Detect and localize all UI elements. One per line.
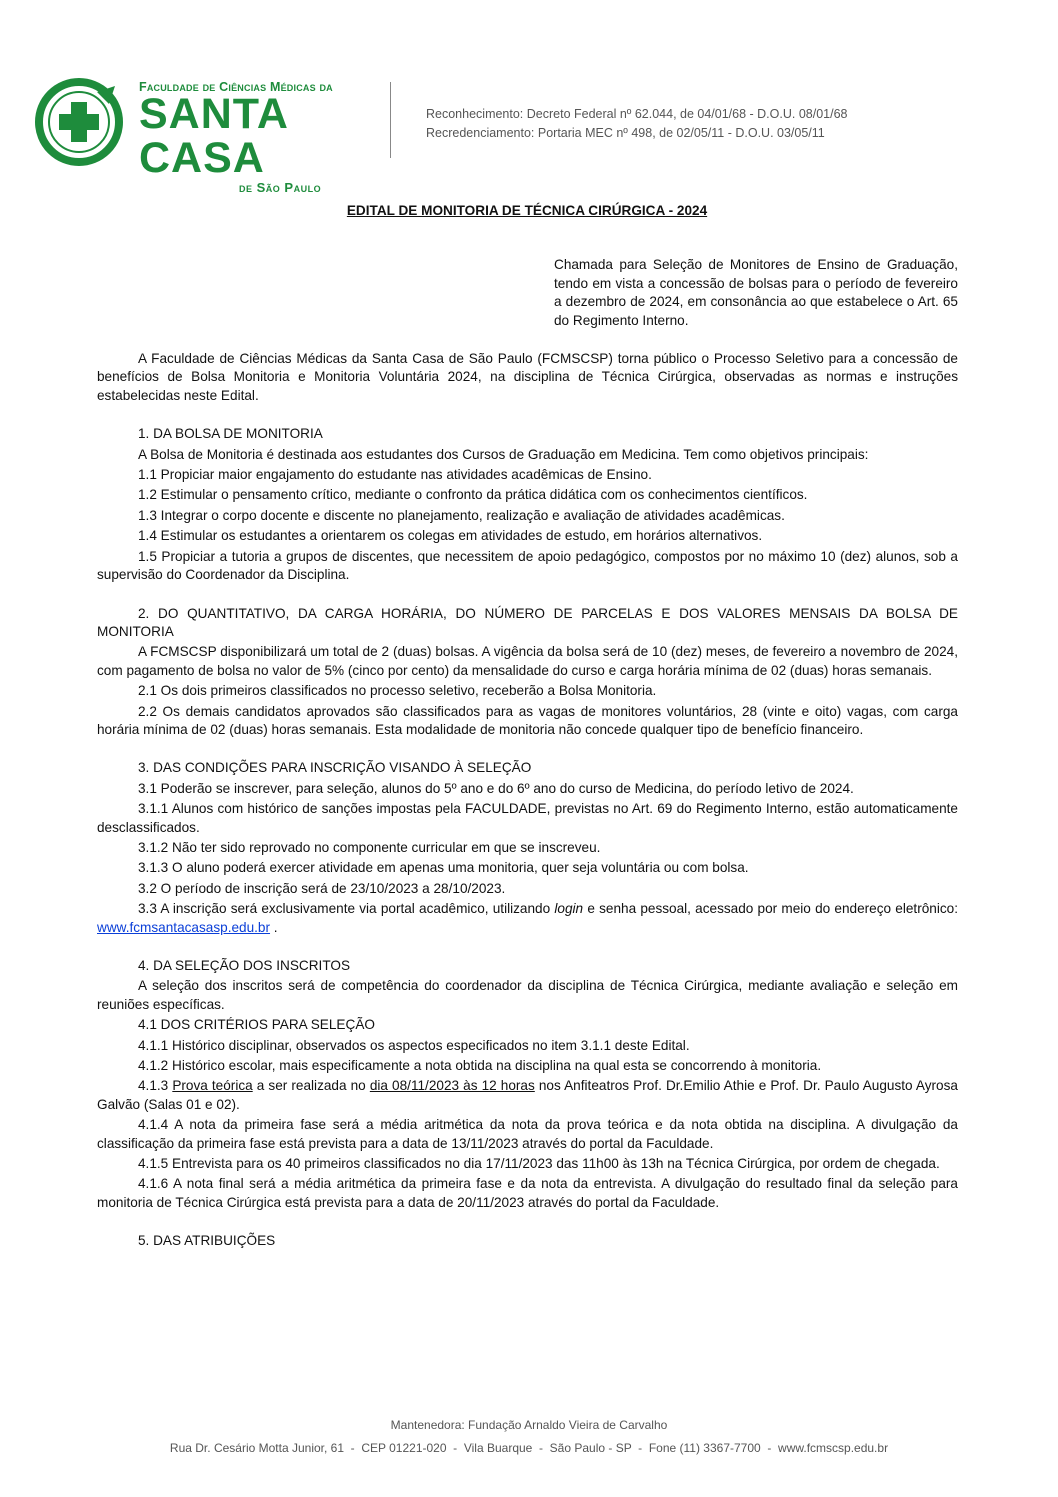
list-item: 3.1.1 Alunos com histórico de sanções impostas pela FACULDADE, previstas no Art. 69 do Regimento Interno, estão automaticamente desclassificados.: [97, 801, 958, 835]
list-item: 1.5 Propiciar a tutoria a grupos de discentes, que necessitem de apoio pedagógico, compostos por no máximo 10 (dez) alunos, sob a supervisão do Coordenador da Disciplina.: [97, 548, 958, 583]
section-2-lead: A FCMSCSP disponibilizará um total de 2 (duas) bolsas. A vigência da bolsa será de 10 (dez) meses, de fevereiro a novembro de 2024, com pagamento de bolsa no valor de 5% (cinco por cento) da mensalidade do curso e carga horária mínima de 02 (duas) horas semanais.: [97, 644, 958, 678]
list-item: 1.1 Propiciar maior engajamento do estudante nas atividades acadêmicas de Ensino.: [138, 467, 652, 483]
item-3-3-end: .: [270, 919, 278, 935]
item-4-1-3-num: 4.1.3: [138, 1078, 173, 1094]
section-4-lead: A seleção dos inscritos será de competência do coordenador da disciplina de Técnica Cirúrgica, mediante avaliação e seleção em reuniões específicas.: [97, 978, 958, 1012]
page-footer: [0, 1414, 1058, 1460]
institution-logo: [139, 80, 399, 195]
section-4-1-heading: 4.1 DOS CRITÉRIOS PARA SELEÇÃO: [138, 1017, 375, 1033]
item-4-1-3-mid: a ser realizada no: [252, 1078, 370, 1094]
section-1-heading: 1. DA BOLSA DE MONITORIA: [138, 426, 323, 442]
logo-line3: de São Paulo: [239, 180, 322, 195]
item-4-1-3-date: dia 08/11/2023 às 12 horas: [369, 1078, 535, 1094]
list-item: 1.4 Estimular os estudantes a orientarem os colegas em atividades de estudo, em horários alternativos.: [138, 528, 763, 544]
list-item-4-1-3: [97, 1077, 958, 1114]
section-2-heading: 2. DO QUANTITATIVO, DA CARGA HORÁRIA, DO NÚMERO DE PARCELAS E DOS VALORES MENSAIS DA BOLSA DE MONITORIA: [97, 605, 958, 639]
list-item: 4.1.4 A nota da primeira fase será a média aritmética da nota da prova teórica e da nota obtida na disciplina. A divulgação da classificação da primeira fase está prevista para a data de 13/11/2023 através do portal da Faculdade.: [97, 1117, 958, 1151]
section-3-heading: 3. DAS CONDIÇÕES PARA INSCRIÇÃO VISANDO À SELEÇÃO: [138, 760, 532, 776]
cross-emblem-icon: [35, 78, 127, 166]
list-item: 1.3 Integrar o corpo docente e discente no planejamento, realização e avaliação de atividades acadêmicas.: [138, 507, 785, 523]
list-item: 4.1.6 A nota final será a média aritmética da primeira fase e da nota da entrevista. A divulgação do resultado final da seleção para monitoria de Técnica Cirúrgica está prevista para a data de 20/11/2023 através do portal da Faculdade.: [97, 1176, 958, 1210]
item-3-3-text: 3.3 A inscrição será exclusivamente via portal acadêmico, utilizando: [138, 901, 555, 917]
section-5-heading: 5. DAS ATRIBUIÇÕES: [138, 1233, 276, 1249]
logo-line2: SANTA CASA: [139, 90, 288, 182]
section-1-lead: A Bolsa de Monitoria é destinada aos estudantes dos Cursos de Graduação em Medicina. Tem como objetivos principais:: [138, 446, 869, 462]
section-4-heading: 4. DA SELEÇÃO DOS INSCRITOS: [138, 958, 351, 973]
list-item: 3.1.3 O aluno poderá exercer atividade em apenas uma monitoria, quer seja voluntária ou com bolsa.: [138, 860, 749, 876]
list-item: 4.1.2 Histórico escolar, mais especificamente a nota obtida na disciplina na qual esta se concorrendo à monitoria.: [138, 1058, 822, 1074]
letterhead: [35, 74, 1025, 195]
list-item-3-3: [97, 900, 958, 937]
footer-maintainer: Mantenedora: Fundação Arnaldo Vieira de Carvalho: [390, 1418, 668, 1432]
header-info: [426, 105, 847, 143]
intro-paragraph: A Faculdade de Ciências Médicas da Santa Casa de São Paulo (FCMSCSP) torna público o Processo Seletivo para a concessão de benefícios de Bolsa Monitoria e Monitoria Voluntária 2024, na disciplina de Técnica Cirúrgica, observadas as normas e instruções estabelecidas neste Edital.: [97, 351, 958, 403]
item-4-1-3-end: nos Anfiteatros Prof. Dr.Emilio Athie e Prof. Dr. Paulo Augusto Ayrosa Galvão (Salas 01 e 02).: [97, 1078, 958, 1112]
item-4-1-3-exam: Prova teórica: [172, 1078, 253, 1094]
item-3-3-text-2: e senha pessoal, acessado por meio do endereço eletrônico:: [583, 901, 958, 917]
list-item: 1.2 Estimular o pensamento crítico, mediante o confronto da prática didática com os conhecimentos científicos.: [138, 487, 808, 503]
document-summary: Chamada para Seleção de Monitores de Ensino de Graduação, tendo em vista a concessão de bolsas para o período de fevereiro a dezembro de 2024, em consonância ao que estabelece o Art. 65 do Regimento Interno.: [554, 257, 958, 328]
document-body: [97, 202, 958, 1251]
item-3-3-login: login: [554, 901, 584, 917]
list-item: 2.2 Os demais candidatos aprovados são classificados para as vagas de monitores voluntários, 28 (vinte e oito) vagas, com carga horária mínima de 02 (duas) horas semanais. Esta modalidade de monitoria não concede qualquer tipo de benefício financeiro.: [97, 703, 958, 737]
recognition-text: Reconhecimento: Decreto Federal nº 62.044, de 04/01/68 - D.O.U. 08/01/68: [426, 107, 848, 121]
list-item: 3.2 O período de inscrição será de 23/10/2023 a 28/10/2023.: [138, 880, 506, 896]
header-divider: [390, 82, 391, 158]
document-title: EDITAL DE MONITORIA DE TÉCNICA CIRÚRGICA - 2024: [346, 203, 708, 218]
portal-link[interactable]: www.fcmsantacasasp.edu.br: [97, 919, 271, 935]
list-item: 2.1 Os dois primeiros classificados no processo seletivo, receberão a Bolsa Monitoria.: [138, 683, 657, 699]
list-item: 3.1.2 Não ter sido reprovado no componente curricular em que se inscreveu.: [138, 839, 601, 855]
list-item: 4.1.1 Histórico disciplinar, observados os aspectos especificados no item 3.1.1 deste Edital.: [138, 1037, 690, 1053]
list-item: 4.1.5 Entrevista para os 40 primeiros classificados no dia 17/11/2023 das 11h00 às 13h na Técnica Cirúrgica, por ordem de chegada.: [138, 1156, 940, 1172]
reaccreditation-text: Recredenciamento: Portaria MEC nº 498, de 02/05/11 - D.O.U. 03/05/11: [426, 126, 825, 140]
footer-address: Rua Dr. Cesário Motta Junior, 61 - CEP 01221-020 - Vila Buarque - São Paulo - SP - Fone (11) 3367-7700 - www.fcmscsp.edu.br: [169, 1441, 889, 1455]
logo-line1: Faculdade de Ciências Médicas da: [139, 80, 333, 94]
list-item: 3.1 Poderão se inscrever, para seleção, alunos do 5º ano e do 6º ano do curso de Medicina, do período letivo de 2024.: [138, 780, 854, 796]
